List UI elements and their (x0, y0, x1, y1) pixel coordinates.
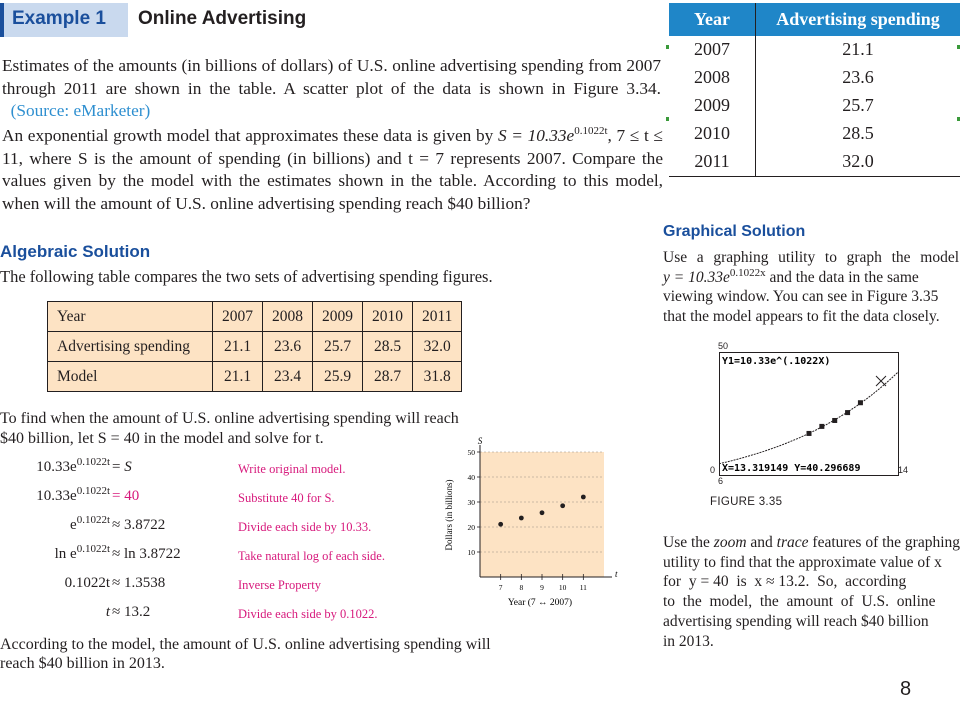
table-cell: 2007 (213, 302, 263, 332)
comparison-table (47, 301, 462, 392)
figure-caption: FIGURE 3.35 (710, 496, 783, 508)
x-tick-label: 10 (558, 583, 567, 592)
step-expr: 0.1022t (64, 575, 110, 591)
model-equation: S = 10.33e (497, 126, 575, 145)
x-tick-label: 8 (519, 583, 524, 592)
example-accent-bar (0, 3, 4, 37)
crop-mark (666, 45, 669, 49)
x-tick-label: 9 (540, 583, 544, 592)
calc-ymin: 6 (718, 476, 724, 486)
graphical-line: utility to find that the approximate value of x (663, 553, 942, 571)
algebraic-heading: Algebraic Solution (0, 242, 151, 261)
step-note: Inverse Property (238, 578, 321, 592)
intro-paragraph-2 (2, 125, 663, 215)
step-rel: ≈ (112, 517, 124, 533)
step-rel: ≈ (112, 604, 124, 620)
calc-data-point (832, 418, 837, 423)
table-row (669, 92, 960, 120)
step-exp: 0.1022t (76, 543, 110, 555)
scatter-plot (440, 435, 620, 615)
step-expr: 10.33e (36, 488, 77, 504)
step-exp: 0.1022t (76, 514, 110, 526)
calc-data-point (845, 410, 850, 415)
step-rhs (112, 546, 181, 563)
find-text-1: To find when the amount of U.S. online advertising spending will reach (0, 410, 459, 427)
conclusion-1: According to the model, the amount of U.S. online advertising spending will (0, 636, 491, 653)
table-cell: 2008 (263, 302, 313, 332)
calc-data-point (807, 431, 812, 436)
table-cell: 2011 (413, 302, 462, 332)
year-cell: 2008 (669, 64, 756, 92)
table-row (48, 302, 462, 332)
data-point (540, 510, 545, 515)
find-text-2: $40 billion, let S = 40 in the model and solve for t. (0, 430, 324, 447)
year-cell: 2009 (669, 92, 756, 120)
step-rhs (112, 517, 165, 534)
step-rhs (112, 604, 150, 621)
trace-word: trace (776, 534, 809, 551)
graphical-line: for y = 40 is x ≈ 13.2. So, according (663, 573, 907, 591)
step-exp: 0.1022t (76, 485, 110, 497)
y-ticks (468, 448, 481, 557)
step-rhs (112, 575, 165, 592)
graphical-line: advertising spending will reach $40 billion (663, 612, 929, 630)
graphical-line (663, 268, 959, 288)
x-axis-label: Year (7 ↔ 2007) (507, 598, 573, 608)
zoom-word: zoom (713, 534, 747, 551)
graphical-text: Use the (663, 534, 714, 551)
graphical-line: that the model appears to fit the data closely. (663, 307, 940, 325)
graphical-model: y = 10.33e (663, 268, 730, 286)
y-tick-label: 40 (467, 473, 475, 482)
step-rel: = (112, 459, 125, 475)
col-spending-header: Advertising spending (756, 3, 960, 36)
spending-cell: 23.6 (842, 67, 874, 88)
step-value: 1.3538 (123, 575, 166, 591)
step-note: Substitute 40 for S. (238, 491, 335, 505)
step-lhs (0, 456, 110, 476)
spending-cell: 32.0 (756, 148, 960, 177)
calc-data-point (819, 424, 824, 429)
step-expr: ln e (54, 546, 77, 562)
calc-xmax: 14 (898, 465, 909, 475)
graphical-line: in 2013. (663, 632, 714, 650)
intro-text-2b: , 7 ≤ t ≤ 11, where S is the amount of spending (in billions) and t = 7 represents 2007. Compare the values given by the model with the estimates shown in the table. According to this model, when will the amount of U.S. online advertising spending reach $40 billion? (2, 126, 663, 213)
y-tick-label: 10 (467, 548, 475, 557)
table-cell: 31.8 (413, 362, 462, 392)
step-note: Divide each side by 0.1022. (238, 607, 378, 621)
example-label: Example 1 (12, 8, 106, 29)
year-cell: 2007 (669, 36, 756, 64)
y-tick-label: 20 (467, 523, 475, 532)
year-cell: 2011 (669, 148, 756, 177)
table-cell: 21.1 (213, 362, 263, 392)
table-row (669, 36, 960, 64)
graphical-text: and the data in the same (765, 268, 919, 286)
step-note: Take natural log of each side. (238, 549, 385, 563)
col-year-header: Year (669, 3, 756, 36)
step-value: 40 (124, 488, 140, 504)
graphical-paragraph-1 (663, 248, 959, 326)
calc-ymax: 50 (718, 341, 729, 351)
y-tick-label: 30 (467, 498, 475, 507)
x-tick-label: 11 (579, 583, 587, 592)
t-axis-letter: t (615, 569, 618, 579)
step-expr: e (70, 517, 77, 533)
step-value: S (124, 459, 132, 475)
step-rhs (112, 459, 132, 476)
step-lhs (0, 485, 110, 505)
example-title: Online Advertising (138, 8, 307, 29)
graphical-paragraph-2 (663, 533, 959, 651)
algebraic-intro: The following table compares the two sets of advertising spending figures. (0, 267, 493, 286)
row-header: Year (48, 302, 213, 332)
x-tick-label: 7 (498, 583, 503, 592)
step-lhs (0, 575, 110, 592)
calc-trace-readout: X=13.319149 Y=40.296689 (722, 463, 861, 474)
step-lhs (0, 604, 110, 621)
table-cell: 25.7 (313, 332, 363, 362)
step-lhs (0, 514, 110, 534)
conclusion-2: reach $40 billion in 2013. (0, 655, 165, 672)
table-row (669, 64, 960, 92)
calc-data-point (858, 400, 863, 405)
step-note: Write original model. (238, 462, 346, 476)
table-row (48, 362, 462, 392)
table-cell: 28.5 (363, 332, 413, 362)
calculator-screen (719, 352, 899, 476)
table-cell: 23.6 (263, 332, 313, 362)
graphical-heading: Graphical Solution (663, 223, 806, 240)
data-point (519, 516, 524, 521)
calc-xmin: 0 (710, 465, 716, 475)
year-cell: 2010 (669, 120, 756, 148)
graphical-text: and (746, 534, 777, 551)
graphical-line: to the model, the amount of U.S. online (663, 593, 936, 611)
graphical-text: features of the graphing (808, 534, 960, 551)
table-cell: 23.4 (263, 362, 313, 392)
step-exp: 0.1022t (76, 456, 110, 468)
solution-steps (0, 457, 440, 627)
crop-mark (666, 117, 669, 121)
step-value: 13.2 (123, 604, 151, 620)
s-axis-letter: S (477, 436, 483, 446)
step-lhs (0, 543, 110, 563)
graphical-exp: 0.1022x (729, 266, 766, 279)
step-value: ln 3.8722 (123, 546, 181, 562)
graphical-line: viewing window. You can see in Figure 3.35 (663, 288, 939, 305)
row-header: Model (48, 362, 213, 392)
table-cell: 25.9 (313, 362, 363, 392)
page-number: 8 (900, 678, 912, 700)
calc-equation: Y1=10.33e^(.1022X) (722, 356, 831, 367)
source-citation: (Source: eMarketer) (10, 101, 151, 120)
intro-text-2a: An exponential growth model that approximates these data is given by (2, 126, 498, 145)
table-row (48, 332, 462, 362)
y-tick-label: 50 (467, 448, 475, 457)
table-cell: 21.1 (213, 332, 263, 362)
y-axis-label: Dollars (in billions) (444, 479, 454, 551)
table-cell: 28.7 (363, 362, 413, 392)
data-point (560, 503, 565, 508)
data-table (669, 3, 960, 177)
table-cell: 32.0 (413, 332, 462, 362)
graphical-line (663, 533, 959, 553)
step-note: Divide each side by 10.33. (238, 520, 372, 534)
table-row (669, 148, 960, 177)
spending-cell: 21.1 (842, 39, 874, 60)
table-row (669, 120, 960, 148)
spending-cell: 25.7 (842, 95, 874, 116)
step-expr: t (105, 604, 110, 620)
step-rel: = (112, 488, 125, 504)
row-header: Advertising spending (48, 332, 213, 362)
spending-cell: 28.5 (842, 123, 874, 144)
intro-text-1: Estimates of the amounts (in billions of dollars) of U.S. online advertising spending from 2007 through 2011 are shown in the table. A scatter plot of the data is shown in Figure 3.34. (2, 56, 661, 98)
step-rhs (112, 488, 139, 505)
data-point (581, 495, 586, 500)
model-exponent: 0.1022t (574, 125, 608, 138)
step-rel: ≈ (112, 575, 124, 591)
intro-paragraph-1 (2, 55, 661, 123)
table-cell: 2009 (313, 302, 363, 332)
step-expr: 10.33e (36, 459, 77, 475)
data-point (498, 522, 503, 527)
step-value: 3.8722 (123, 517, 166, 533)
step-rel: ≈ (112, 546, 124, 562)
graphical-line: Use a graphing utility to graph the model (663, 249, 959, 266)
table-cell: 2010 (363, 302, 413, 332)
